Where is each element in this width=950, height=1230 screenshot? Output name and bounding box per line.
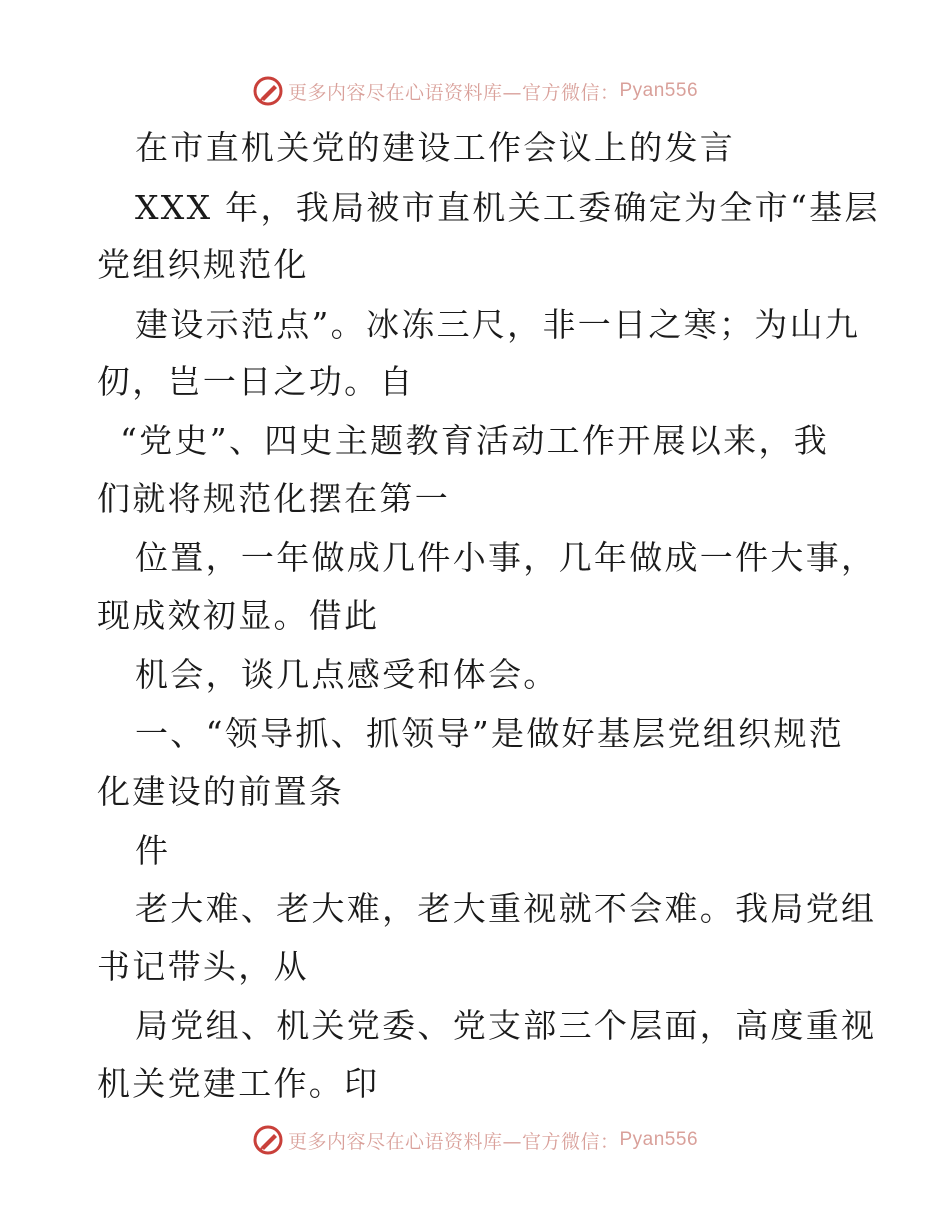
text-line: 机关党建工作。印 [97,1064,380,1103]
watermark-text: 更多内容尽在心语资料库—官方微信： [287,1130,620,1153]
text-line: 们就将规范化摆在第一 [97,479,450,518]
watermark-account: Pyan556 [619,80,699,101]
text-line: 化建设的前置条 [97,772,345,811]
text-line: 书记带头，从 [97,947,309,986]
text-line: 件 [135,831,171,870]
text-line: 一、“领导抓、抓领导”是做好基层党组织规范 [135,714,845,753]
text-line: 在市直机关党的建设工作会议上的发言 [135,128,736,167]
watermark-text: 更多内容尽在心语资料库—官方微信： [287,81,620,104]
pen-logo-icon [252,1124,284,1156]
text-line: 建设示范点”。冰冻三尺，非一日之寒；为山九 [135,305,861,344]
text-line: 党组织规范化 [97,245,309,284]
text-line: 老大难、老大难，老大重视就不会难。我局党组 [135,889,877,928]
watermark-footer [0,1120,950,1160]
text-line: 现成效初显。借此 [97,596,380,635]
text-line: XXX 年，我局被市直机关工委确定为全市“基层 [135,188,880,227]
text-line: 仞，岂一日之功。自 [97,362,415,401]
text-line: 位置，一年做成几件小事，几年做成一件大事， [135,538,877,577]
watermark-account: Pyan556 [619,1129,699,1150]
text-line: 局党组、机关党委、党支部三个层面，高度重视 [135,1006,877,1045]
text-line: 机会，谈几点感受和体会。 [135,655,559,694]
text-line: “党史”、四史主题教育活动工作开展以来，我 [120,421,830,460]
